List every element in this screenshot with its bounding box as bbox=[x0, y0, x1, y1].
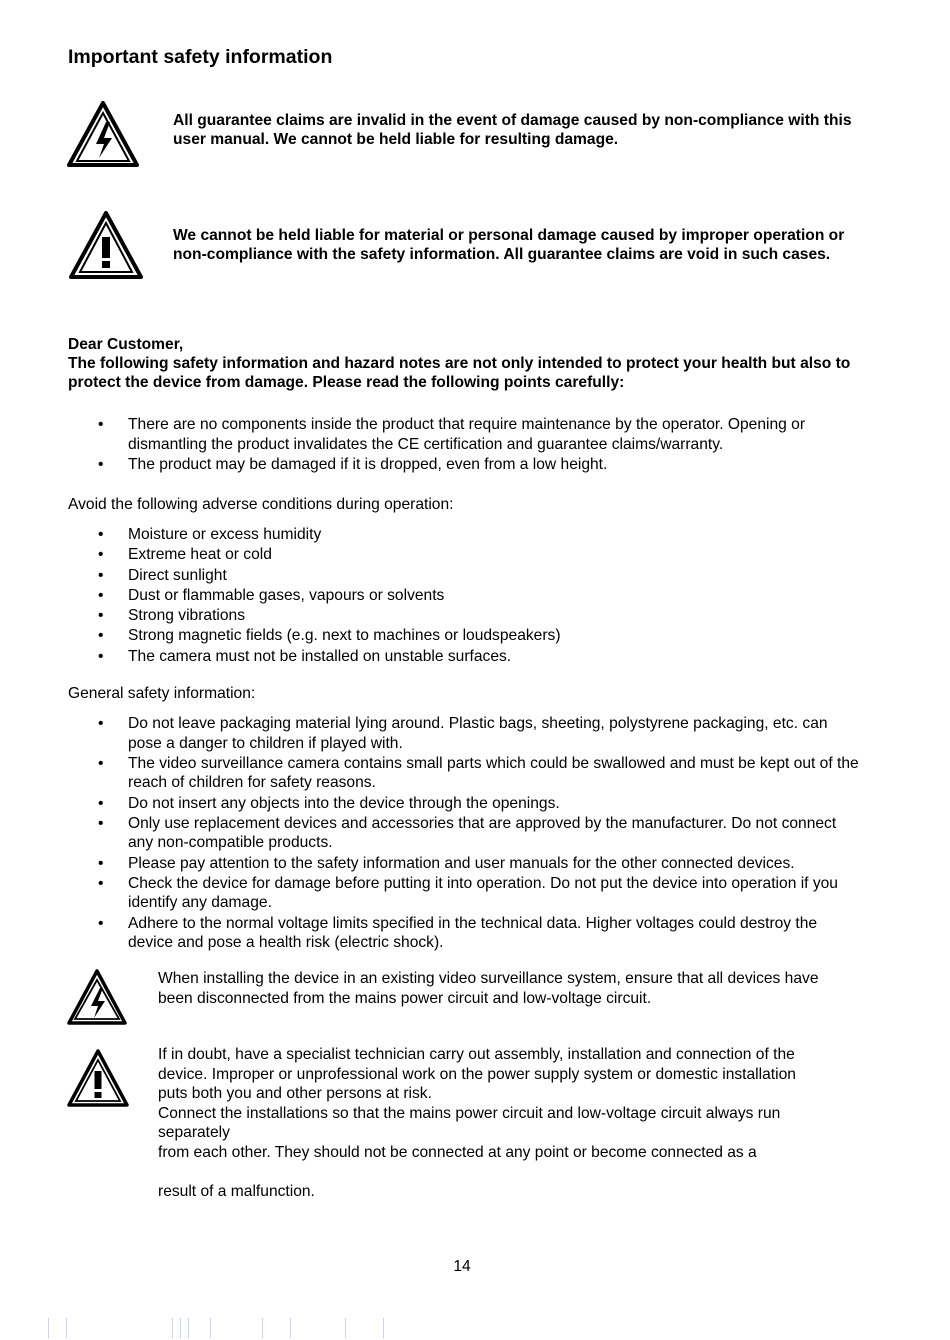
list-item: • Please pay attention to the safety information and user manuals for the other connected devices. bbox=[68, 854, 863, 874]
greeting: Dear Customer, bbox=[68, 336, 184, 353]
general-safety-heading: General safety information: bbox=[68, 685, 256, 702]
list-item: • Do not insert any objects into the device through the openings. bbox=[68, 794, 863, 814]
list-item: • Do not leave packaging material lying around. Plastic bags, sheeting, polystyrene packaging, etc. can pose a danger to children if played with. bbox=[68, 714, 863, 753]
text-line: from each other. They should not be connected at any point or become connected as a bbox=[158, 1143, 757, 1161]
list-item: • Direct sunlight bbox=[68, 566, 863, 586]
list-item: • Strong vibrations bbox=[68, 606, 863, 626]
list-item: • The product may be damaged if it is dropped, even from a low height. bbox=[68, 455, 863, 475]
page-title: Important safety information bbox=[68, 46, 333, 68]
scan-mark bbox=[262, 1318, 263, 1338]
high-voltage-warning-icon bbox=[66, 968, 128, 1026]
scan-mark bbox=[66, 1318, 67, 1338]
text-line: Connect the installations so that the mains power circuit and low-voltage circuit always run bbox=[158, 1104, 781, 1122]
specialist-warning-last-line: result of a malfunction. bbox=[158, 1183, 315, 1200]
scan-mark bbox=[345, 1318, 346, 1338]
text-line: puts both you and other persons at risk. bbox=[158, 1085, 432, 1102]
specialist-warning-text bbox=[158, 1045, 858, 1162]
scan-mark bbox=[172, 1318, 173, 1338]
scan-mark bbox=[210, 1318, 211, 1338]
text-line: separately bbox=[158, 1124, 230, 1141]
bullet-list-general bbox=[68, 415, 863, 475]
list-item: • Adhere to the normal voltage limits specified in the technical data. Higher voltages could destroy the device and pose a health risk (electric shock). bbox=[68, 914, 863, 953]
list-item: • The video surveillance camera contains small parts which could be swallowed and must be kept out of the reach of children for safety reasons. bbox=[68, 754, 863, 793]
list-item: • Extreme heat or cold bbox=[68, 545, 863, 565]
exclamation-warning-icon bbox=[68, 210, 144, 280]
text-line: device. Improper or unprofessional work on the power supply system or domestic installation bbox=[158, 1065, 796, 1083]
scan-mark bbox=[188, 1318, 189, 1338]
list-item: • There are no components inside the product that require maintenance by the operator. Opening or dismantling the product invalidates the CE certification and guarantee claims/warranty. bbox=[68, 415, 863, 454]
text-line: If in doubt, have a specialist technician carry out assembly, installation and connection of the bbox=[158, 1046, 795, 1063]
scan-mark bbox=[290, 1318, 291, 1338]
warning-text-1: All guarantee claims are invalid in the event of damage caused by non-compliance with this user manual. We cannot be held liable for resulting damage. bbox=[173, 112, 852, 148]
scan-mark bbox=[180, 1318, 181, 1338]
scan-mark bbox=[48, 1318, 49, 1338]
list-item: • The camera must not be installed on unstable surfaces. bbox=[68, 647, 863, 667]
bullet-list-conditions bbox=[68, 525, 863, 667]
exclamation-warning-icon bbox=[66, 1048, 130, 1108]
bullet-list-safety bbox=[68, 714, 863, 954]
scan-mark bbox=[383, 1318, 384, 1338]
high-voltage-warning-icon bbox=[66, 100, 140, 168]
page-number: 14 bbox=[453, 1258, 471, 1275]
list-item: • Strong magnetic fields (e.g. next to machines or loudspeakers) bbox=[68, 626, 863, 646]
intro-paragraph: The following safety information and hazard notes are not only intended to protect your health but also to protect the device from damage. Please read the following points carefully: bbox=[68, 355, 851, 391]
list-item: • Only use replacement devices and accessories that are approved by the manufacturer. Do not connect any non-compatible products. bbox=[68, 814, 863, 853]
warning-text-2: We cannot be held liable for material or personal damage caused by improper operation or non-compliance with the safety information. All guarantee claims are void in such cases. bbox=[173, 227, 845, 263]
list-item: • Moisture or excess humidity bbox=[68, 525, 863, 545]
avoid-heading: Avoid the following adverse conditions during operation: bbox=[68, 496, 454, 513]
list-item: • Check the device for damage before putting it into operation. Do not put the device into operation if you identify any damage. bbox=[68, 874, 863, 913]
list-item: • Dust or flammable gases, vapours or solvents bbox=[68, 586, 863, 606]
install-warning-text: When installing the device in an existing video surveillance system, ensure that all devices have been disconnected from the mains power circuit and low-voltage circuit. bbox=[158, 970, 819, 1007]
